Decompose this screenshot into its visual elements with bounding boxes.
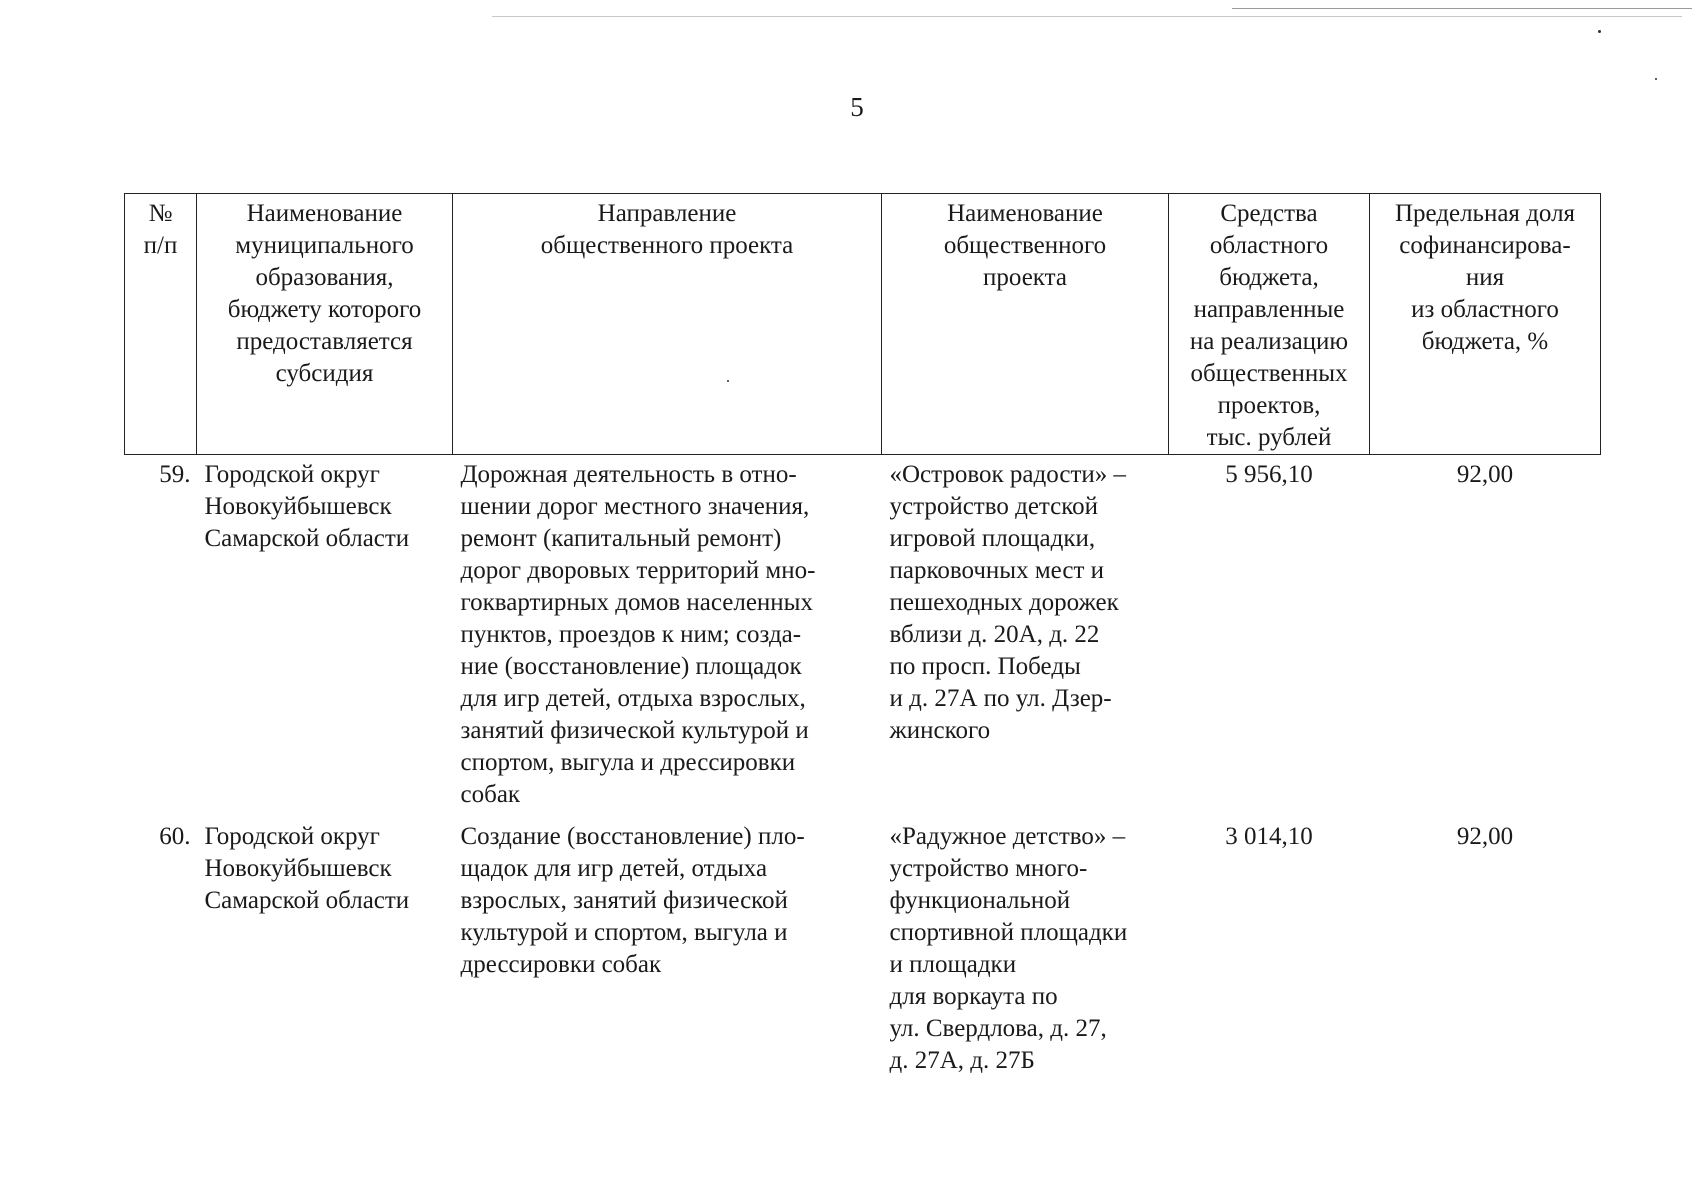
row-direction: Дорожная деятельность в отно- шении дорог местного значения, ремонт (капитальный ремонт) дорог дворовых территорий мно- гоквартирных домов населенных пунктов, проездов к ним; созда- ние (восстановление) площадок для игр детей, отдыха взрослых, занятий физической культурой и спортом, выгула и дрессировки собак (460, 461, 816, 808)
row-number: 60. (159, 823, 191, 850)
row-direction: Создание (восстановление) пло- щадок для игр детей, отдыха взрослых, занятий физической культурой и спортом, выгула и дрессировки собак (460, 823, 805, 978)
header-regional-funds: Средства областного бюджета, направленные на реализацию общественных проектов, тыс. рублей (1169, 194, 1370, 455)
scan-speck (1598, 30, 1601, 33)
row-number: 59. (159, 461, 191, 488)
scan-top-rule (1232, 8, 1692, 9)
header-project-name: Наименование общественного проекта (882, 194, 1169, 455)
header-number: № п/п (125, 194, 197, 455)
header-direction: Направление общественного проекта (453, 194, 882, 455)
page-number: 5 (850, 92, 864, 122)
subsidy-table (124, 193, 1601, 1083)
row-project-name: «Радужное детство» – устройство много- функциональной спортивной площадки и площадки для воркаута по ул. Свердлова, д. 27, д. 27А, д. 27Б (889, 823, 1128, 1074)
row-cofinancing-share: 92,00 (1456, 461, 1514, 488)
row-municipality: Городской округ Новокуйбышевск Самарской области (204, 461, 410, 552)
row-project-name: «Островок радости» – устройство детской игровой площадки, парковочных мест и пешеходных дорожек вблизи д. 20А, д. 22 по просп. Победы и д. 27А по ул. Дзер- жинского (889, 461, 1126, 744)
scan-top-rule-faint (492, 16, 1682, 17)
table-row (125, 455, 1601, 818)
header-row (125, 194, 1601, 455)
table-row (125, 817, 1601, 1083)
table-header (125, 194, 1601, 455)
row-regional-funds: 5 956,10 (1225, 461, 1313, 488)
row-cofinancing-share: 92,00 (1456, 823, 1514, 850)
scan-speck (1655, 78, 1657, 80)
row-regional-funds: 3 014,10 (1225, 823, 1313, 850)
row-municipality: Городской округ Новокуйбышевск Самарской области (204, 823, 410, 914)
table-body (125, 455, 1601, 1084)
scan-speck (727, 380, 729, 382)
header-municipality: Наименование муниципального образования, бюджету которого предоставляется субсидия (197, 194, 453, 455)
header-cofinancing-share: Предельная доля софинансирова- ния из областного бюджета, % (1370, 194, 1601, 455)
